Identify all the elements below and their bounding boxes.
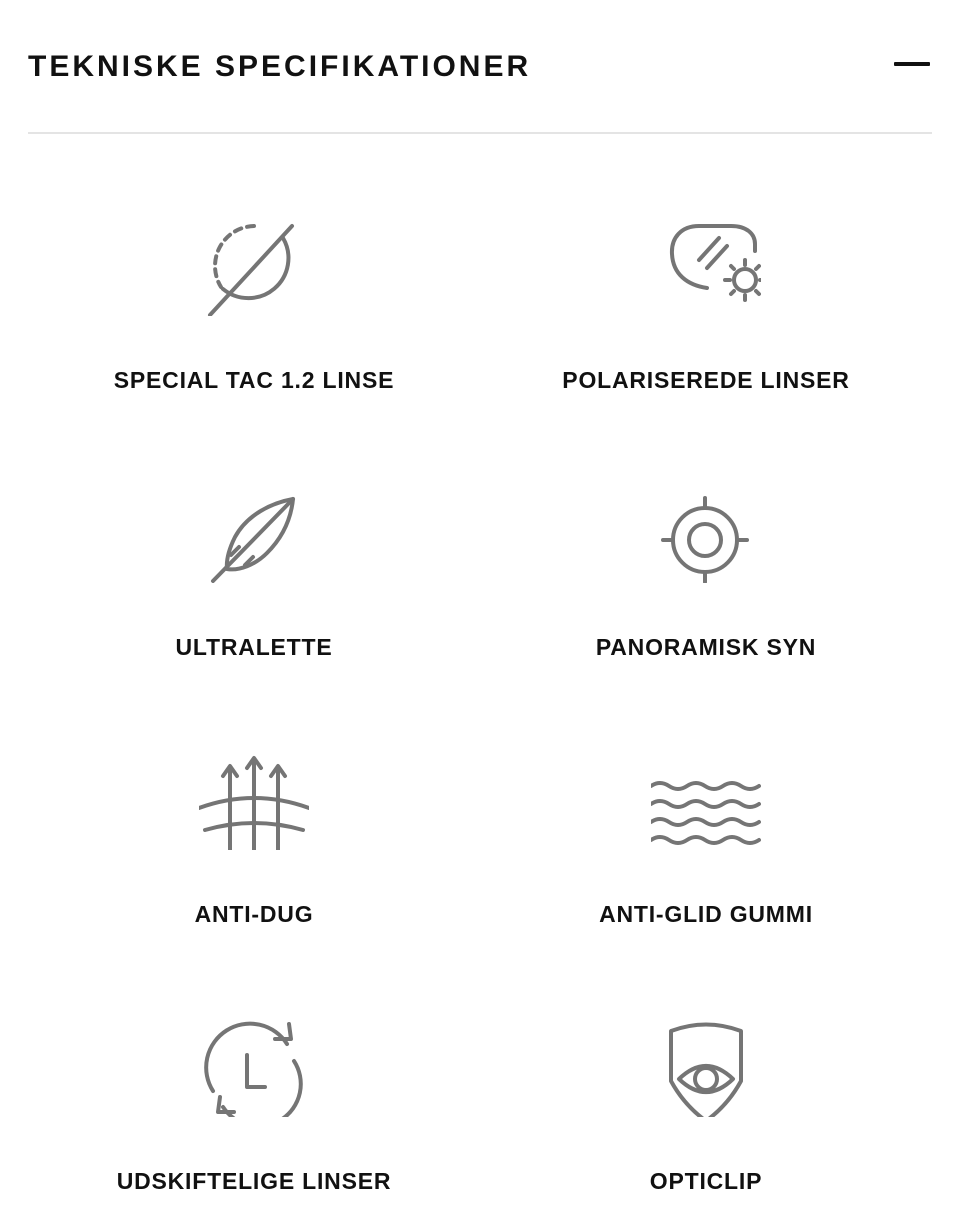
anti-fog-grid-arrows-icon bbox=[199, 750, 309, 850]
feature-label: ULTRALETTE bbox=[175, 634, 333, 660]
feature-label: ANTI-DUG bbox=[194, 901, 314, 927]
feature-special-tac-lens bbox=[28, 134, 480, 401]
feather-icon bbox=[199, 483, 309, 583]
feature-ultralight bbox=[28, 401, 480, 668]
feature-opticlip bbox=[480, 935, 932, 1202]
shield-eye-icon bbox=[651, 1017, 761, 1117]
feature-label: POLARISEREDE LINSER bbox=[562, 367, 850, 393]
feature-panoramic-view bbox=[480, 401, 932, 668]
specs-section-header[interactable] bbox=[28, 0, 932, 134]
feature-label: UDSKIFTELIGE LINSER bbox=[116, 1168, 392, 1194]
feature-anti-slip-rubber bbox=[480, 668, 932, 935]
feature-replaceable-lenses bbox=[28, 935, 480, 1202]
feature-label: PANORAMISK SYN bbox=[595, 634, 817, 660]
lens-slash-icon bbox=[199, 216, 309, 316]
minus-icon bbox=[894, 62, 930, 66]
waves-icon bbox=[651, 750, 761, 850]
section-title: TEKNISKE SPECIFIKATIONER bbox=[28, 50, 532, 83]
target-icon bbox=[651, 483, 761, 583]
feature-label: OPTICLIP bbox=[649, 1168, 763, 1194]
features-grid bbox=[28, 134, 932, 1222]
collapse-button[interactable] bbox=[892, 44, 932, 84]
feature-polarized-lenses bbox=[480, 134, 932, 401]
polarized-lens-sun-icon bbox=[651, 216, 761, 316]
feature-anti-fog bbox=[28, 668, 480, 935]
feature-label: SPECIAL TAC 1.2 LINSE bbox=[113, 367, 395, 393]
feature-label: ANTI-GLID GUMMI bbox=[599, 901, 813, 927]
clock-refresh-icon bbox=[199, 1017, 309, 1117]
